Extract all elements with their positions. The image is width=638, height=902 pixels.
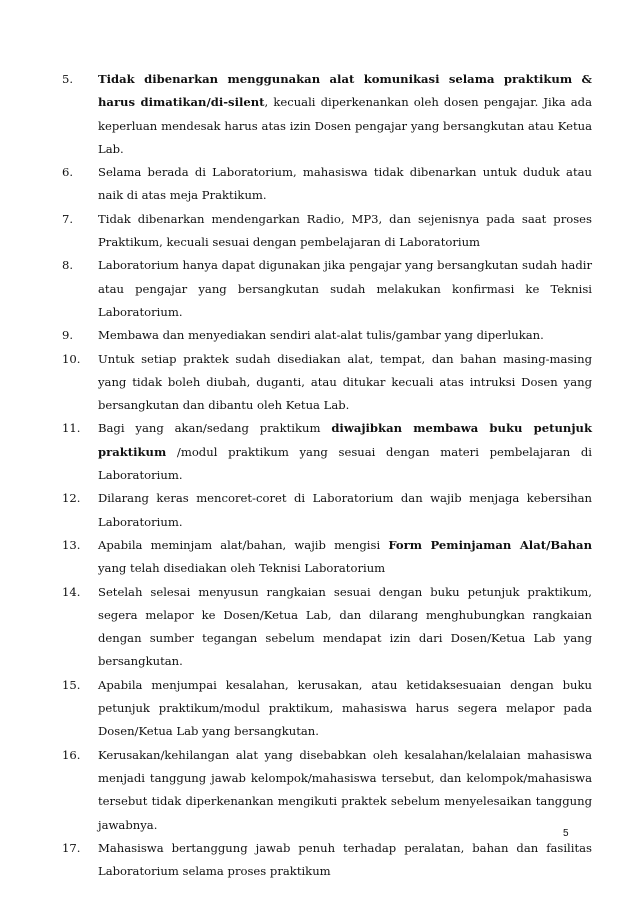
rule-text-segment: , kecuali diperkenankan oleh dosen pengajar. Jika ada keperluan mendesak harus atas izin Dosen pengajar yang bersangkutan atau Ketua Lab. bbox=[98, 95, 592, 156]
rule-text bbox=[98, 748, 592, 832]
rule-number: 10. bbox=[62, 351, 81, 366]
rule-item bbox=[62, 417, 592, 487]
rules-list bbox=[62, 68, 592, 883]
rule-item bbox=[62, 837, 592, 884]
rule-text-segment: Bagi yang akan/sedang praktikum bbox=[98, 421, 332, 436]
rule-text bbox=[98, 165, 592, 202]
rule-text-segment: Apabila menjumpai kesalahan, kerusakan, atau ketidaksesuaian dengan buku petunjuk praktikum/modul praktikum, mahasiswa harus segera melapor pada Dosen/Ketua Lab yang bersangkutan. bbox=[98, 677, 592, 739]
rule-text bbox=[98, 72, 592, 156]
rule-number: 17. bbox=[62, 840, 81, 855]
rule-item bbox=[62, 534, 592, 581]
rule-item bbox=[62, 744, 592, 837]
rule-text-segment: Setelah selesai menyusun rangkaian sesuai dengan buku petunjuk praktikum, segera melapor ke Dosen/Ketua Lab, dan dilarang menghubungkan rangkaian dengan sumber tegangan sebelum mendapat izin dari Dosen/Ketua Lab yang bersangkutan. bbox=[98, 584, 592, 669]
rule-number: 11. bbox=[62, 421, 81, 436]
rule-text bbox=[98, 678, 592, 739]
rule-item bbox=[62, 674, 592, 744]
rule-text-segment: Membawa dan menyediakan sendiri alat-alat tulis/gambar yang diperlukan. bbox=[98, 328, 544, 343]
rule-text-segment: /modul praktikum yang sesuai dengan materi pembelajaran di Laboratorium. bbox=[98, 444, 592, 483]
rule-number: 12. bbox=[62, 491, 81, 506]
rule-text-segment: Apabila meminjam alat/bahan, wajib mengisi bbox=[98, 537, 389, 552]
rule-text bbox=[98, 538, 592, 575]
rule-number: 9. bbox=[62, 328, 74, 343]
rule-text bbox=[98, 212, 592, 249]
rule-text-emphasis: diwajibkan membawa buku petunjuk praktikum bbox=[98, 421, 592, 459]
rule-text-emphasis: Form Peminjaman Alat/Bahan bbox=[388, 537, 592, 552]
rule-number: 15. bbox=[62, 677, 81, 692]
rule-text bbox=[98, 328, 544, 342]
rule-item bbox=[62, 208, 592, 255]
rule-number: 6. bbox=[62, 165, 74, 180]
rule-item bbox=[62, 487, 592, 534]
rule-item bbox=[62, 161, 592, 208]
rule-item bbox=[62, 324, 592, 347]
rule-text-segment: Tidak dibenarkan mendengarkan Radio, MP3, dan sejenisnya pada saat proses Praktikum, kecuali sesuai dengan pembelajaran di Laboratorium bbox=[98, 211, 592, 250]
rule-text bbox=[98, 421, 592, 482]
rule-text bbox=[98, 841, 592, 878]
rule-text-segment: Mahasiswa bertanggung jawab penuh terhadap peralatan, bahan dan fasilitas Laboratorium selama proses praktikum bbox=[98, 840, 592, 879]
rule-number: 7. bbox=[62, 211, 74, 226]
rule-number: 14. bbox=[62, 584, 81, 599]
rule-text bbox=[98, 585, 592, 669]
rule-text-segment: Dilarang keras mencoret-coret di Laboratorium dan wajib menjaga kebersihan Laboratorium. bbox=[98, 491, 592, 529]
rule-item bbox=[62, 581, 592, 674]
rule-text bbox=[98, 258, 592, 319]
rule-item bbox=[62, 68, 592, 161]
rule-text-segment: Selama berada di Laboratorium, mahasiswa tidak dibenarkan untuk duduk atau naik di atas meja Praktikum. bbox=[98, 165, 592, 203]
rule-text-segment: Kerusakan/kehilangan alat yang disebabkan oleh kesalahan/kelalaian mahasiswa menjadi tanggung jawab kelompok/mahasiswa tersebut, dan kelompok/mahasiswa tersebut tidak diperkenankan mengikuti praktek sebelum menyelesaikan tanggung jawabnya. bbox=[98, 747, 592, 832]
rule-text bbox=[98, 491, 592, 528]
rule-number: 13. bbox=[62, 537, 81, 552]
page-number: 5 bbox=[563, 828, 569, 839]
rule-text-segment: Laboratorium hanya dapat digunakan jika pengajar yang bersangkutan sudah hadir atau pengajar yang bersangkutan sudah melakukan konfirmasi ke Teknisi Laboratorium. bbox=[98, 258, 592, 319]
rule-number: 5. bbox=[62, 72, 74, 86]
rule-number: 8. bbox=[62, 258, 74, 273]
rule-text-segment: Untuk setiap praktek sudah disediakan alat, tempat, dan bahan masing-masing yang tidak boleh diubah, duganti, atau ditukar kecuali atas intruksi Dosen yang bersangkutan dan dibantu oleh Ketua Lab. bbox=[98, 351, 592, 413]
rule-item bbox=[62, 348, 592, 418]
rule-text-emphasis: Tidak dibenarkan menggunakan alat komunikasi selama praktikum & harus dimatikan/di-silent bbox=[98, 72, 592, 110]
rule-item bbox=[62, 254, 592, 324]
rule-text-segment: yang telah disediakan oleh Teknisi Laboratorium bbox=[98, 561, 386, 576]
rule-text bbox=[98, 352, 592, 413]
rule-number: 16. bbox=[62, 747, 81, 762]
